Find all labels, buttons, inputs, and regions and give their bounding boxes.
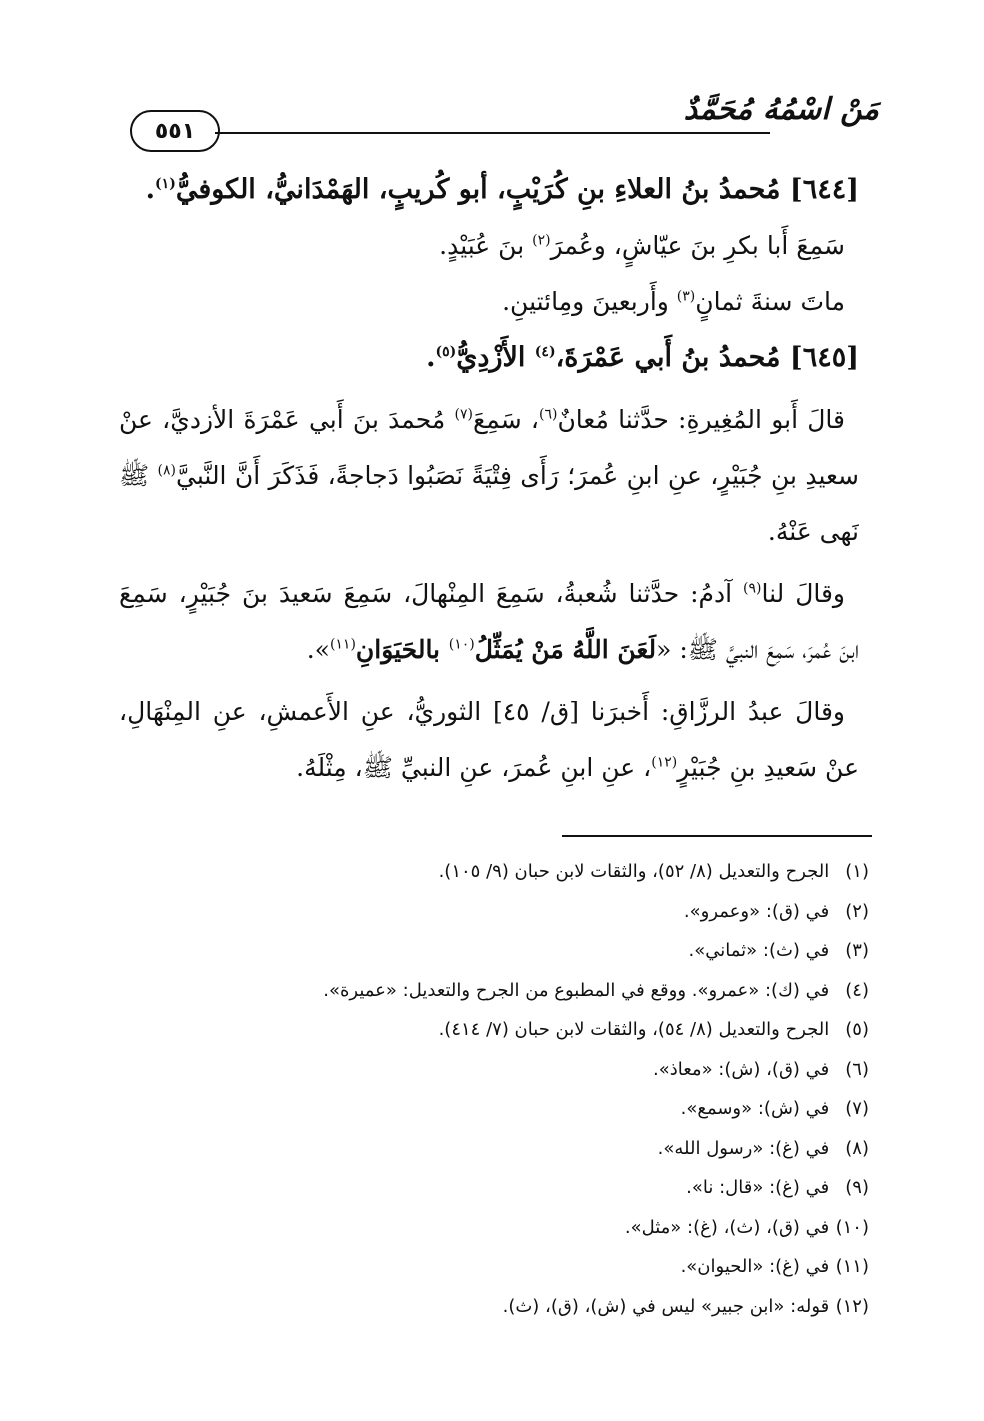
- paragraph-3-line-2: [119, 740, 859, 796]
- text-run: عنْ سَعيدِ بنِ جُبَيْرٍ: [677, 753, 859, 782]
- entry-heading-text: [٦٤٥] مُحمدُ بنُ أَبي عَمْرَةَ،: [555, 342, 859, 373]
- text-run: آدمُ: حدَّثنا شُعبةُ، سَمِعَ المِنْهالَ، سَمِعَ سَعيدَ بنَ جُبَيْرٍ، سَمِعَ: [119, 579, 744, 608]
- footnote: [109, 1247, 869, 1287]
- footnote-ref: (٤): [534, 344, 556, 360]
- footnote-text: في (ق)، (ث)، (غ): «مثل».: [624, 1216, 830, 1238]
- footnote: [109, 1010, 869, 1050]
- footnote-text: في (غ): «قال: نا».: [686, 1177, 830, 1198]
- footnote-number: (١): [845, 861, 869, 882]
- text-run: ».: [306, 635, 330, 664]
- paragraph-2-line-1: [119, 566, 859, 622]
- entry-heading-645: [٦٤٥] مُحمدُ بنُ أَبي عَمْرَةَ،$^{(٤)}$ الأَزْدِيُّ$^{(٥)}$.: [426, 342, 859, 373]
- text-run: وقالَ لنا: [761, 579, 846, 608]
- text-run: وأَربعينَ ومِائتينِ.: [502, 287, 677, 316]
- footnote-text: في (ك): «عمرو». ووقع في المطبوع من الجرح والتعديل: «عميرة».: [323, 979, 830, 1001]
- text-run: وقالَ عبدُ الرزَّاقِ: أَخبرَنا [ق/ ٤٥] الثوريُّ، عنِ الأَعمشِ، عنِ المِنْهَالِ،: [119, 697, 845, 726]
- footnote-ref: (١١): [329, 636, 356, 653]
- footnote: [109, 1089, 869, 1129]
- text-run: ﷺ: [119, 461, 158, 490]
- footnote-text: في (ق): «وعمرو».: [683, 900, 830, 922]
- footnote: [109, 892, 869, 932]
- text-run: مُحمدَ بنَ أَبي عَمْرَةَ الأزديَّ، عنْ: [119, 405, 455, 434]
- footnote-text: الجرح والتعديل (٨/ ٥٤)، والثقات لابن حبان (٧/ ٤١٤).: [438, 1019, 830, 1040]
- footnote: [109, 1129, 869, 1169]
- footnote-text: في (غ): «رسول الله».: [657, 1137, 830, 1159]
- footnote-ref: (١٢): [651, 754, 678, 771]
- text-run: نَهى عَنْهُ.: [767, 517, 859, 546]
- footnote-ref: (٨): [157, 462, 177, 479]
- footnote-ref: (٩): [743, 580, 762, 597]
- footnote-number: (١٢): [835, 1295, 869, 1317]
- footnote-separator: [562, 835, 872, 837]
- footnote-ref: (٧): [454, 406, 473, 423]
- footnote-number: (٤): [845, 979, 869, 1001]
- entry-heading-text: الأَزْدِيُّ: [456, 342, 535, 373]
- footnote: [109, 1208, 869, 1248]
- footnote-ref: (٥): [435, 344, 457, 360]
- paragraph-3-line-1: [119, 684, 859, 740]
- text-run: ، سَمِعَ: [472, 405, 539, 434]
- footnote-number: (٢): [845, 900, 869, 922]
- footnote-text: في (ق)، (ش): «معاذ».: [653, 1058, 830, 1080]
- footnote-number: (٣): [845, 940, 869, 961]
- running-title: مَنْ اسْمُهُ مُحَمَّدٌ: [683, 92, 879, 127]
- footnote: [109, 1287, 869, 1327]
- footnote-text: قوله: «ابن جبير» ليس في (ش)، (ق)، (ث).: [502, 1295, 830, 1317]
- footnote: [109, 852, 869, 892]
- footnote: [109, 1050, 869, 1090]
- page-number-badge: [130, 110, 220, 152]
- footnote-text: في (غ): «الحيوان».: [680, 1256, 830, 1277]
- footnote-number: (٩): [845, 1177, 869, 1198]
- footnotes: [109, 852, 869, 1326]
- footnote-ref: (٢): [532, 232, 551, 249]
- footnote-ref: (١): [155, 176, 176, 192]
- paragraph-1-line-1: [119, 392, 859, 448]
- paragraph-1-line-2: [119, 448, 859, 504]
- page-number: ٥٥١: [154, 118, 196, 144]
- footnote-ref: (٣): [676, 288, 696, 305]
- text-run: بنَ عُبَيْدٍ.: [439, 231, 533, 260]
- entry-644-line-1: [119, 218, 859, 274]
- footnote-number: (١١): [835, 1256, 869, 1277]
- footnote: [109, 931, 869, 971]
- footnote-ref: (١٠): [448, 636, 475, 653]
- footnote: [109, 971, 869, 1011]
- footnote-number: (١٠): [835, 1216, 869, 1238]
- footnote-text: في (ث): «ثماني».: [688, 940, 830, 961]
- text-run: ماتَ سنةَ ثمانٍ: [695, 287, 845, 316]
- footnote-number: (٨): [845, 1137, 869, 1159]
- text-run: ابنَ عُمرَ، سَمِعَ النبيَّ ﷺ: «: [656, 635, 859, 664]
- footnote-number: (٥): [845, 1019, 869, 1040]
- text-run: ، عنِ ابنِ عُمرَ، عنِ النبيِّ ﷺ، مِثْلَهُ.: [296, 753, 652, 782]
- footnote: [109, 1168, 869, 1208]
- main-text: [119, 162, 859, 796]
- hadith-quote: بالحَيَوَانِ: [355, 635, 449, 664]
- entry-heading-text: [٦٤٤] مُحمدُ بنُ العلاءِ بنِ كُرَيْبٍ، أبو كُريبٍ، الهَمْدَانيُّ، الكوفيُّ: [175, 174, 859, 205]
- paragraph-1-line-3: [119, 504, 859, 560]
- entry-heading-644: [٦٤٤] مُحمدُ بنُ العلاءِ بنِ كُرَيْبٍ، أبو كُريبٍ، الهَمْدَانيُّ، الكوفيُّ$^{(١)}$.: [145, 174, 859, 205]
- footnote-number: (٦): [845, 1058, 869, 1080]
- text-run: قالَ أَبو المُغِيرةِ: حدَّثنا مُعانٌ: [557, 405, 845, 434]
- text-run: سعيدِ بنِ جُبَيْرٍ، عنِ ابنِ عُمرَ؛ رَأَى فِتْيَةً نَصَبُوا دَجاجةً، فَذَكَرَ أَنَّ النَّبيَّ: [176, 461, 859, 490]
- footnote-ref: (٦): [538, 406, 558, 423]
- header-rule: [215, 132, 770, 134]
- text-run: سَمِعَ أَبا بكرِ بنَ عيّاشٍ، وعُمرَ: [550, 231, 845, 260]
- entry-644-line-2: [119, 274, 859, 330]
- hadith-quote: لَعَنَ اللَّهُ مَنْ يُمَثِّلُ: [474, 635, 657, 664]
- footnote-text: الجرح والتعديل (٨/ ٥٢)، والثقات لابن حبان (٩/ ١٠٥).: [438, 861, 830, 882]
- footnote-number: (٧): [845, 1098, 869, 1119]
- paragraph-2-line-2: [119, 622, 859, 678]
- footnote-text: في (ش): «وسمع».: [680, 1098, 830, 1119]
